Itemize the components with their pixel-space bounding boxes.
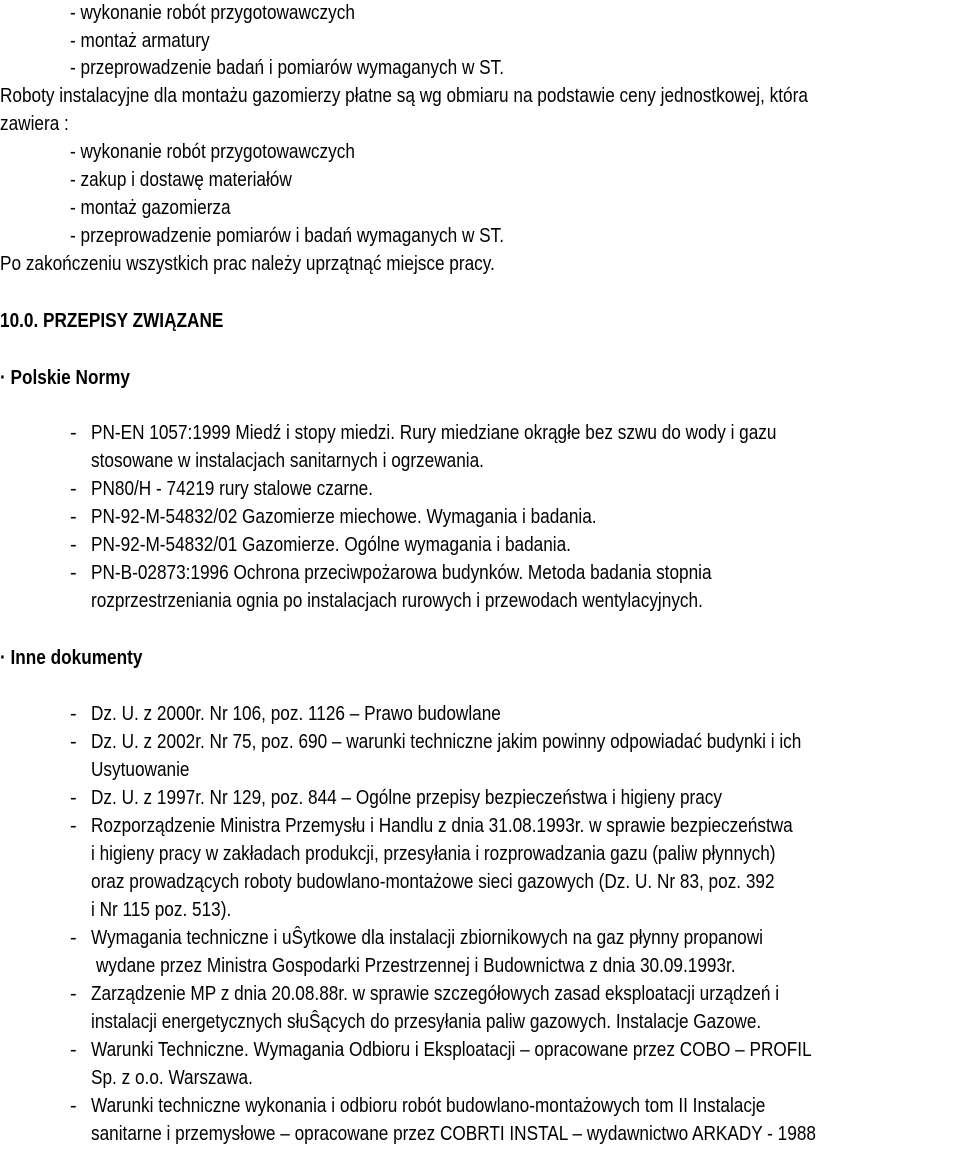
list-dash: - (70, 787, 77, 809)
closing-text: Po zakończeniu wszystkich prac należy uprzątnąć miejsce pracy. (0, 253, 495, 275)
list-dash: - (70, 1095, 77, 1117)
document-item-continuation: i Nr 115 poz. 513). (91, 899, 232, 921)
norm-item: PN-B-02873:1996 Ochrona przeciwpożarowa budynków. Metoda badania stopnia (91, 562, 712, 584)
norm-item-continuation: rozprzestrzeniania ognia po instalacjach rurowych i przewodach wentylacyjnych. (91, 590, 703, 612)
list-item: - wykonanie robót przygotowawczych (70, 2, 355, 24)
norm-item: PN-92-M-54832/02 Gazomierze miechowe. Wymagania i badania. (91, 506, 597, 528)
document-item: Zarządzenie MP z dnia 20.08.88r. w sprawie szczegółowych zasad eksploatacji urządzeń i (91, 983, 780, 1005)
document-item: Wymagania techniczne i uŜytkowe dla instalacji zbiornikowych na gaz płynny propanowi (91, 927, 763, 949)
document-item-continuation: oraz prowadzących roboty budowlano-montażowe sieci gazowych (Dz. U. Nr 83, poz. 392 (91, 871, 775, 893)
document-item-continuation: Sp. z o.o. Warszawa. (91, 1067, 253, 1089)
list-dash: - (70, 731, 77, 753)
list-dash: - (70, 815, 77, 837)
norm-item-continuation: stosowane w instalacjach sanitarnych i ogrzewania. (91, 450, 484, 472)
document-item: Dz. U. z 2000r. Nr 106, poz. 1126 – Prawo budowlane (91, 703, 501, 725)
norm-item: PN-EN 1057:1999 Miedź i stopy miedzi. Rury miedziane okrągłe bez szwu do wody i gazu (91, 422, 777, 444)
list-dash: - (70, 478, 77, 500)
norm-item: PN80/H - 74219 rury stalowe czarne. (91, 478, 374, 500)
list-item: - montaż armatury (70, 30, 210, 52)
paragraph-text: Roboty instalacyjne dla montażu gazomierzy płatne są wg obmiaru na podstawie ceny jednostkowej, która (0, 85, 808, 107)
document-item-continuation: sanitarne i przemysłowe – opracowane przez COBRTI INSTAL – wydawnictwo ARKADY - 1988 (91, 1123, 816, 1145)
list-dash: - (70, 506, 77, 528)
document-item: Warunki techniczne wykonania i odbioru robót budowlano-montażowych tom II Instalacje (91, 1095, 766, 1117)
list-dash: - (70, 562, 77, 584)
list-dash: - (70, 703, 77, 725)
list-dash: - (70, 927, 77, 949)
subsection-heading-polskie-normy: · Polskie Normy (0, 367, 131, 389)
document-item: Dz. U. z 1997r. Nr 129, poz. 844 – Ogólne przepisy bezpieczeństwa i higieny pracy (91, 787, 723, 809)
list-item: - zakup i dostawę materiałów (70, 169, 292, 191)
subsection-heading-inne-dokumenty: · Inne dokumenty (0, 647, 143, 669)
list-dash: - (70, 534, 77, 556)
list-dash: - (70, 422, 77, 444)
paragraph-text: zawiera : (0, 113, 69, 135)
document-item: Dz. U. z 2002r. Nr 75, poz. 690 – warunki techniczne jakim powinny odpowiadać budynki i ich (91, 731, 802, 753)
list-dash: - (70, 983, 77, 1005)
list-item: - przeprowadzenie pomiarów i badań wymaganych w ST. (70, 225, 505, 247)
list-item: - montaż gazomierza (70, 197, 231, 219)
list-item: - wykonanie robót przygotowawczych (70, 141, 355, 163)
document-item-continuation: wydane przez Ministra Gospodarki Przestrzennej i Budownictwa z dnia 30.09.1993r. (96, 955, 736, 977)
document-item: Warunki Techniczne. Wymagania Odbioru i Eksploatacji – opracowane przez COBO – PROFIL (91, 1039, 812, 1061)
document-item-continuation: i higieny pracy w zakładach produkcji, przesyłania i rozprowadzania gazu (paliw płynnych) (91, 843, 776, 865)
list-dash: - (70, 1039, 77, 1061)
norm-item: PN-92-M-54832/01 Gazomierze. Ogólne wymagania i badania. (91, 534, 571, 556)
document-item-continuation: instalacji energetycznych słuŜących do przesyłania paliw gazowych. Instalacje Gazowe. (91, 1011, 762, 1033)
document-item-continuation: Usytuowanie (91, 759, 190, 781)
list-item: - przeprowadzenie badań i pomiarów wymaganych w ST. (70, 57, 505, 79)
section-title: 10.0. PRZEPISY ZWIĄZANE (0, 310, 224, 332)
document-item: Rozporządzenie Ministra Przemysłu i Handlu z dnia 31.08.1993r. w sprawie bezpieczeństwa (91, 815, 793, 837)
